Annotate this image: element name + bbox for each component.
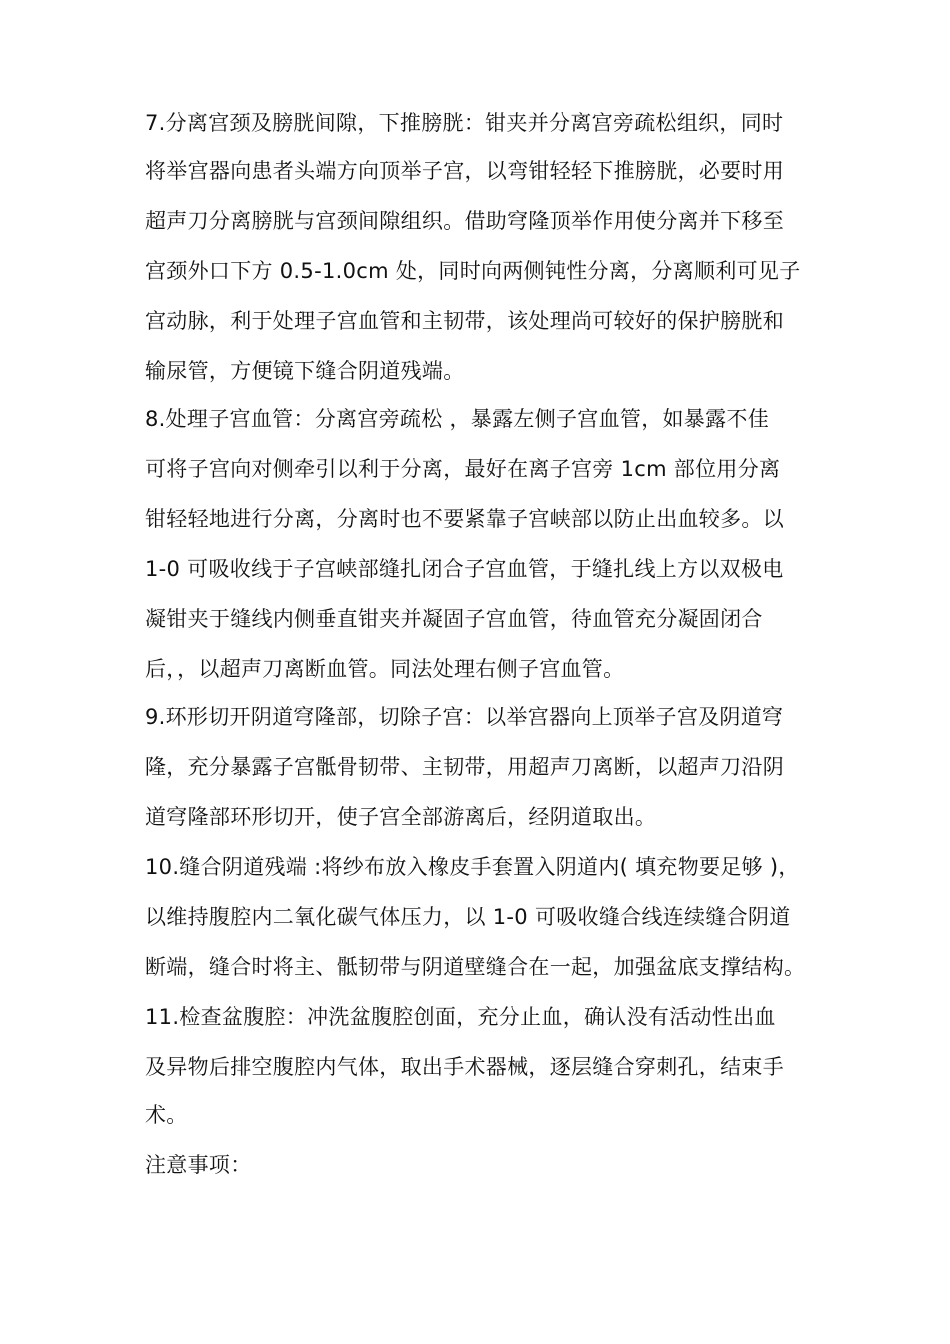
text-line: 凝钳夹于缝线内侧垂直钳夹并凝固子宫血管，待血管充分凝固闭合 [145,607,763,631]
text-line: 7.分离宫颈及膀胱间隙，下推膀胱：钳夹并分离宫旁疏松组织，同时 [145,111,784,135]
section-heading: 注意事项： [145,1153,252,1177]
text-line: 可将子宫向对侧牵引以利于分离，最好在离子宫旁 1cm 部位用分离 [145,457,781,481]
text-line: 超声刀分离膀胱与宫颈间隙组织。借助穹隆顶举作用使分离并下移至 [145,209,784,233]
text-line: 输尿管，方便镜下缝合阴道残端。 [145,359,465,383]
text-line: 及异物后排空腹腔内气体，取出手术器械，逐层缝合穿刺孔，结束手 [145,1055,784,1079]
text-line: 术。 [145,1103,188,1127]
text-line: 11.检查盆腹腔：冲洗盆腹腔创面，充分止血，确认没有活动性出血 [145,1005,776,1029]
text-line: 将举宫器向患者头端方向顶举子宫，以弯钳轻轻下推膀胱，必要时用 [145,159,784,183]
text-line: 道穹隆部环形切开，使子宫全部游离后，经阴道取出。 [145,805,657,829]
text-line: 断端，缝合时将主、骶韧带与阴道壁缝合在一起，加强盆底支撑结构。 [145,955,806,979]
text-line: 9.环形切开阴道穹隆部，切除子宫：以举宫器向上顶举子宫及阴道穹 [145,705,784,729]
text-line: 10.缝合阴道残端 :将纱布放入橡皮手套置入阴道内( 填充物要足够 )， [145,855,800,879]
text-line: 隆，充分暴露子宫骶骨韧带、主韧带，用超声刀离断，以超声刀沿阴 [145,755,784,779]
text-line: 后，，以超声刀离断血管。同法处理右侧子宫血管。 [145,657,625,681]
text-line: 宫动脉，利于处理子宫血管和主韧带，该处理尚可较好的保护膀胱和 [145,309,784,333]
text-line: 1-0 可吸收线于子宫峡部缝扎闭合子宫血管，于缝扎线上方以双极电 [145,557,784,581]
text-line: 以维持腹腔内二氧化碳气体压力，以 1-0 可吸收缝合线连续缝合阴道 [145,905,791,929]
text-line: 钳轻轻地进行分离，分离时也不要紧靠子宫峡部以防止出血较多。以 [145,507,784,531]
text-line: 宫颈外口下方 0.5-1.0cm 处，同时向两侧钝性分离，分离顺利可见子 [145,259,801,283]
text-line: 8.处理子宫血管：分离宫旁疏松 ，暴露左侧子宫血管，如暴露不佳 [145,407,770,431]
